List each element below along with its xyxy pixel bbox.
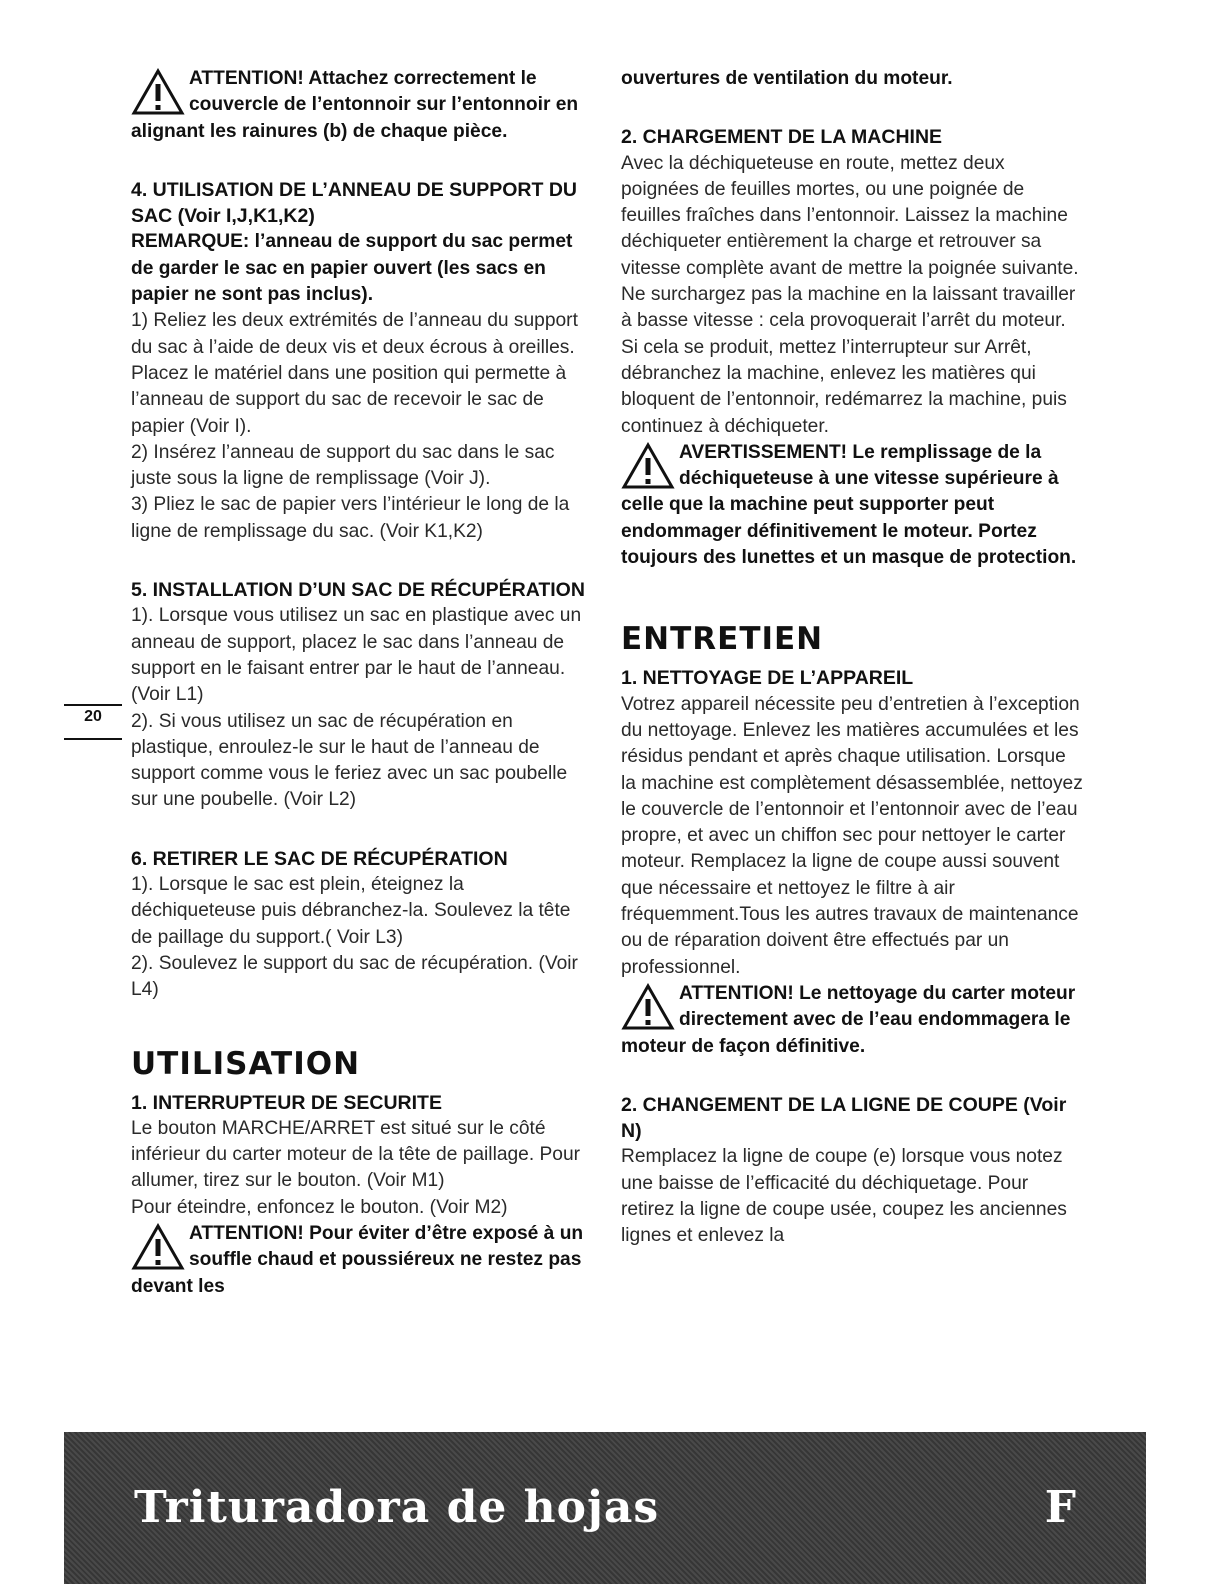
warning-triangle-icon — [131, 68, 185, 118]
paragraph: 2). Si vous utilisez un sac de récupération en plastique, enroulez-le sur le haut de l’anneau de support comme vous le feriez avec un sac poubelle sur une poubelle. (Voir L2) — [131, 710, 568, 811]
left-column — [131, 66, 593, 1300]
section-title-utilisation: UTILISATION — [131, 1045, 361, 1082]
attention-continuation: ouvertures de ventilation du moteur. — [621, 68, 953, 89]
footer-band — [64, 1432, 1146, 1584]
paragraph: 1). Lorsque le sac est plein, éteignez la déchiqueteuse puis débranchez-la. Soulevez la tête de paillage du support.( Voir L3) — [131, 874, 571, 948]
warning-triangle-icon — [621, 983, 675, 1033]
paragraph: Votrez appareil nécessite peu d’entretien à l’exception du nettoyage. Enlevez les matières accumulées et les résidus pendant et après chaque utilisation. Lorsque la machine est complètement désassemblée, nettoyez le couvercle de l’entonnoir et l’entonnoir avec de l’eau propre, et avec un chiffon sec pour nettoyer le carter moteur. Remplacez la ligne de coupe aussi souvent que nécessaire et nettoyez le filtre à air fréquemment.Tous les autres travaux de maintenance ou de réparation doivent être effectués par un professionnel. — [621, 693, 1083, 978]
footer-title: Trituradora de hojas — [134, 1482, 660, 1533]
attention-note-cleaning: ATTENTION! Le nettoyage du carter moteur directement avec de l’eau endommagera le moteur de façon définitive. — [621, 982, 1076, 1057]
paragraph: Le bouton MARCHE/ARRET est situé sur le côté inférieur du carter moteur de la tête de paillage. Pour allumer, tirez sur le bouton. (Voir M1) — [131, 1117, 581, 1192]
remark-text: REMARQUE: l’anneau de support du sac permet de garder le sac en papier ouvert (les sacs en papier ne sont pas inclus). — [131, 231, 573, 306]
section-heading-anneau-support: 4. UTILISATION DE L’ANNEAU DE SUPPORT DU SAC (Voir I,J,K1,K2) — [131, 178, 578, 228]
right-column — [621, 66, 1083, 1250]
warning-triangle-icon — [621, 442, 675, 492]
section-heading-retirer-sac: 6. RETIRER LE SAC DE RÉCUPÉRATION — [131, 847, 508, 870]
warning-note-overload: AVERTISSEMENT! Le remplissage de la déchiqueteuse à une vitesse supérieure à celle que la machine peut supporter peut endommager définitivement le moteur. Portez toujours des lunettes et un masque de protection. — [621, 441, 1077, 569]
attention-note-hot-air: ATTENTION! Pour éviter d’être exposé à un souffle chaud et poussiéreux ne restez pas devant les — [131, 1222, 584, 1297]
warning-triangle-icon — [131, 1223, 185, 1273]
paragraph: Pour éteindre, enfoncez le bouton. (Voir M2) — [131, 1196, 508, 1218]
paragraph: Remplacez la ligne de coupe (e) lorsque vous notez une baisse de l’efficacité du déchiquetage. Pour retirez la ligne de coupe usée, coupez les anciennes lignes et enlevez la — [621, 1146, 1067, 1247]
paragraph: 2) Insérez l’anneau de support du sac dans le sac juste sous la ligne de remplissage (Voir J). — [131, 441, 555, 490]
section-heading-interrupteur: 1. INTERRUPTEUR DE SECURITE — [131, 1091, 442, 1114]
page-number: 20 — [64, 708, 122, 726]
paragraph: 3) Pliez le sac de papier vers l’intérieur le long de la ligne de remplissage du sac. (Voir K1,K2) — [131, 494, 570, 542]
paragraph: 1) Reliez les deux extrémités de l’anneau du support du sac à l’aide de deux vis et deux écrous à oreilles. Placez le matériel dans une position qui permette à l’anneau de support du sac de recevoir le sac de papier (Voir I). — [131, 310, 578, 437]
attention-note-funnel: ATTENTION! Attachez correctement le couvercle de l’entonnoir sur l’entonnoir en alignant les rainures (b) de chaque pièce. — [131, 68, 579, 142]
section-title-entretien: ENTRETIEN — [621, 621, 824, 658]
paragraph: 1). Lorsque vous utilisez un sac en plastique avec un anneau de support, placez le sac dans l’anneau de support en le faisant entrer par le haut de l’anneau. (Voir L1) — [131, 605, 582, 706]
section-heading-nettoyage: 1. NETTOYAGE DE L’APPAREIL — [621, 667, 914, 690]
section-heading-chargement: 2. CHARGEMENT DE LA MACHINE — [621, 126, 943, 149]
section-heading-installation-sac: 5. INSTALLATION D’UN SAC DE RÉCUPÉRATION — [131, 579, 585, 602]
paragraph: 2). Soulevez le support du sac de récupération. (Voir L4) — [131, 952, 578, 1001]
language-letter: F — [1044, 1482, 1076, 1533]
section-heading-ligne-coupe: 2. CHANGEMENT DE LA LIGNE DE COUPE (Voir N) — [621, 1093, 1067, 1143]
paragraph: Avec la déchiqueteuse en route, mettez deux poignées de feuilles mortes, ou une poignée de feuilles fraîches dans l’entonnoir. Laissez la machine déchiqueter entièrement la charge et retrouver sa vitesse complète avant de mettre la poignée suivante. Ne surchargez pas la machine en la laissant travailler à basse vitesse : cela provoquerait l’arrêt du moteur. Si cela se produit, mettez l’interrupteur sur Arrêt, débranchez la machine, enlevez les matières qui bloquent de l’entonnoir, redémarrez la machine, puis continuez à déchiqueter. — [621, 152, 1079, 437]
